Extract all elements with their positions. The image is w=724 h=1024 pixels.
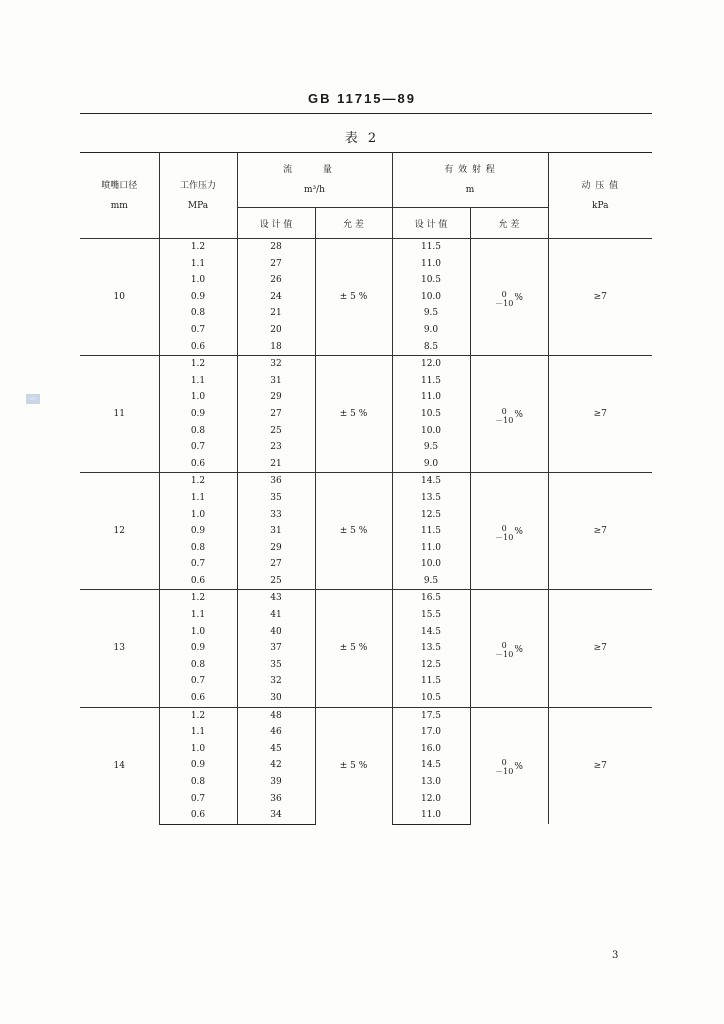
pressure-cell: 1.0	[159, 741, 237, 758]
flow-cell: 18	[237, 339, 315, 356]
flow-cell: 37	[237, 640, 315, 657]
page-number: 3	[612, 950, 619, 961]
group-13	[80, 590, 652, 707]
range-tol-upper: 0	[501, 523, 507, 533]
flow-cell: 34	[237, 807, 315, 824]
header-rule	[80, 113, 652, 114]
pressure-cell: 1.2	[159, 707, 237, 724]
pressure-cell: 1.0	[159, 507, 237, 524]
flow-cell: 41	[237, 607, 315, 624]
range-cell: 15.5	[392, 607, 470, 624]
pressure-cell: 1.1	[159, 607, 237, 624]
pressure-cell: 0.8	[159, 423, 237, 440]
flow-cell: 21	[237, 305, 315, 322]
header-flow-label: 流 量	[283, 165, 346, 175]
flow-cell: 40	[237, 624, 315, 641]
pressure-cell: 0.6	[159, 573, 237, 590]
dynamic-cell: ≥7	[548, 473, 652, 590]
range-cell: 12.5	[392, 657, 470, 674]
flow-cell: 48	[237, 707, 315, 724]
range-tolerance-cell	[470, 707, 548, 824]
pressure-cell: 0.8	[159, 657, 237, 674]
flow-cell: 36	[237, 473, 315, 490]
range-tolerance-cell	[470, 590, 548, 707]
header-range-tolerance: 允 差	[470, 208, 548, 239]
header-diameter-unit: mm	[110, 200, 128, 211]
range-tol-lower: －10	[495, 767, 514, 777]
range-cell: 14.5	[392, 624, 470, 641]
pressure-cell: 1.1	[159, 490, 237, 507]
range-tol-upper: 0	[501, 641, 507, 651]
flow-cell: 28	[237, 239, 315, 256]
diameter-cell: 12	[80, 473, 159, 590]
range-cell: 17.0	[392, 724, 470, 741]
range-tol-upper: 0	[501, 758, 507, 768]
group-11	[80, 356, 652, 473]
dynamic-cell: ≥7	[548, 707, 652, 824]
flow-cell: 43	[237, 590, 315, 607]
range-cell: 9.5	[392, 305, 470, 322]
flow-cell: 32	[237, 356, 315, 373]
header-dynamic-label: 动 压 值	[581, 180, 620, 191]
pressure-cell: 0.9	[159, 523, 237, 540]
flow-cell: 39	[237, 774, 315, 791]
pressure-cell: 0.8	[159, 774, 237, 791]
pressure-cell: 0.8	[159, 305, 237, 322]
pressure-cell: 0.6	[159, 456, 237, 473]
range-tol-unit: %	[514, 410, 523, 421]
range-tol-unit: %	[514, 644, 523, 655]
pressure-cell: 1.2	[159, 239, 237, 256]
range-cell: 17.5	[392, 707, 470, 724]
flow-cell: 25	[237, 423, 315, 440]
range-cell: 11.0	[392, 807, 470, 824]
table-caption: 表 2	[344, 131, 380, 146]
flow-cell: 35	[237, 490, 315, 507]
range-cell: 13.5	[392, 490, 470, 507]
flow-cell: 27	[237, 406, 315, 423]
flow-tolerance-cell: ± 5 %	[315, 356, 392, 473]
range-cell: 9.5	[392, 573, 470, 590]
range-cell: 11.0	[392, 389, 470, 406]
range-tolerance-cell	[470, 239, 548, 356]
flow-cell: 26	[237, 272, 315, 289]
pressure-cell: 0.6	[159, 339, 237, 356]
pressure-cell: 1.2	[159, 356, 237, 373]
group-10	[80, 239, 652, 356]
diameter-cell: 11	[80, 356, 159, 473]
pressure-cell: 0.6	[159, 690, 237, 707]
flow-cell: 45	[237, 741, 315, 758]
spec-table	[80, 152, 652, 825]
flow-cell: 31	[237, 373, 315, 390]
range-cell: 8.5	[392, 339, 470, 356]
pressure-cell: 0.9	[159, 406, 237, 423]
flow-cell: 23	[237, 439, 315, 456]
dynamic-cell: ≥7	[548, 239, 652, 356]
pressure-cell: 1.0	[159, 272, 237, 289]
range-cell: 11.5	[392, 239, 470, 256]
flow-cell: 33	[237, 507, 315, 524]
group-14	[80, 707, 652, 824]
range-cell: 16.5	[392, 590, 470, 607]
header-range-design: 设 计 值	[392, 208, 470, 239]
range-cell: 10.5	[392, 690, 470, 707]
standard-code: GB 11715—89	[307, 91, 416, 106]
header-flow-tolerance: 允 差	[315, 208, 392, 239]
pressure-cell: 0.8	[159, 540, 237, 557]
flow-cell: 29	[237, 389, 315, 406]
flow-cell: 31	[237, 523, 315, 540]
pressure-cell: 0.9	[159, 640, 237, 657]
range-cell: 9.0	[392, 456, 470, 473]
range-cell: 10.5	[392, 406, 470, 423]
diameter-cell: 14	[80, 707, 159, 824]
flow-cell: 35	[237, 657, 315, 674]
range-tol-lower: －10	[495, 532, 514, 542]
pressure-cell: 1.0	[159, 624, 237, 641]
pressure-cell: 0.6	[159, 807, 237, 824]
flow-cell: 36	[237, 791, 315, 808]
header-range-unit: m	[465, 185, 475, 195]
pressure-cell: 0.7	[159, 791, 237, 808]
header-flow-unit: m³/h	[304, 185, 325, 195]
flow-cell: 27	[237, 256, 315, 273]
range-tol-lower: －10	[495, 298, 514, 308]
range-cell: 12.0	[392, 791, 470, 808]
flow-cell: 27	[237, 556, 315, 573]
range-tol-unit: %	[514, 293, 523, 304]
range-cell: 16.0	[392, 741, 470, 758]
range-tolerance-cell	[470, 473, 548, 590]
header-dynamic	[548, 153, 652, 239]
range-tol-lower: －10	[495, 415, 514, 425]
flow-tolerance-cell: ± 5 %	[315, 707, 392, 824]
range-tol-unit: %	[514, 761, 523, 772]
flow-cell: 25	[237, 573, 315, 590]
header-pressure-unit: MPa	[187, 200, 209, 211]
range-cell: 12.0	[392, 356, 470, 373]
range-tolerance-cell	[470, 356, 548, 473]
header-diameter	[80, 153, 159, 239]
header-flow-design: 设 计 值	[237, 208, 315, 239]
range-cell: 11.5	[392, 373, 470, 390]
header-pressure-label: 工作压力	[179, 180, 216, 191]
range-cell: 11.5	[392, 673, 470, 690]
range-cell: 10.5	[392, 272, 470, 289]
flow-cell: 21	[237, 456, 315, 473]
flow-cell: 29	[237, 540, 315, 557]
flow-cell: 20	[237, 322, 315, 339]
header-range-label: 有 效 射 程	[444, 165, 496, 175]
group-12	[80, 473, 652, 590]
range-cell: 11.0	[392, 256, 470, 273]
pressure-cell: 0.7	[159, 556, 237, 573]
range-cell: 10.0	[392, 556, 470, 573]
range-tol-unit: %	[514, 527, 523, 538]
range-tol-upper: 0	[501, 289, 507, 299]
pressure-cell: 0.7	[159, 322, 237, 339]
flow-tolerance-cell: ± 5 %	[315, 473, 392, 590]
pressure-cell: 1.1	[159, 256, 237, 273]
range-cell: 9.0	[392, 322, 470, 339]
range-cell: 14.5	[392, 757, 470, 774]
range-tol-lower: －10	[495, 650, 514, 660]
dynamic-cell: ≥7	[548, 356, 652, 473]
pressure-cell: 0.9	[159, 289, 237, 306]
range-cell: 12.5	[392, 507, 470, 524]
pressure-cell: 1.0	[159, 389, 237, 406]
range-tol-upper: 0	[501, 406, 507, 416]
pressure-cell: 1.1	[159, 724, 237, 741]
pressure-cell: 1.2	[159, 590, 237, 607]
range-cell: 9.5	[392, 439, 470, 456]
diameter-cell: 13	[80, 590, 159, 707]
flow-tolerance-cell: ± 5 %	[315, 590, 392, 707]
pressure-cell: 0.7	[159, 673, 237, 690]
flow-cell: 46	[237, 724, 315, 741]
header-range	[392, 153, 548, 208]
header-dynamic-unit: kPa	[592, 200, 609, 211]
range-cell: 13.5	[392, 640, 470, 657]
header-flow	[237, 153, 392, 208]
pressure-cell: 1.2	[159, 473, 237, 490]
range-cell: 11.5	[392, 523, 470, 540]
range-cell: 11.0	[392, 540, 470, 557]
flow-cell: 24	[237, 289, 315, 306]
range-cell: 10.0	[392, 289, 470, 306]
pressure-cell: 0.9	[159, 757, 237, 774]
header-diameter-label: 喷嘴口径	[101, 180, 138, 191]
flow-tolerance-cell: ± 5 %	[315, 239, 392, 356]
range-cell: 13.0	[392, 774, 470, 791]
pressure-cell: 0.7	[159, 439, 237, 456]
diameter-cell: 10	[80, 239, 159, 356]
range-cell: 14.5	[392, 473, 470, 490]
pressure-cell: 1.1	[159, 373, 237, 390]
flow-cell: 42	[237, 757, 315, 774]
header-pressure	[159, 153, 237, 239]
margin-stamp-icon: src	[26, 394, 40, 404]
dynamic-cell: ≥7	[548, 590, 652, 707]
flow-cell: 32	[237, 673, 315, 690]
range-cell: 10.0	[392, 423, 470, 440]
flow-cell: 30	[237, 690, 315, 707]
